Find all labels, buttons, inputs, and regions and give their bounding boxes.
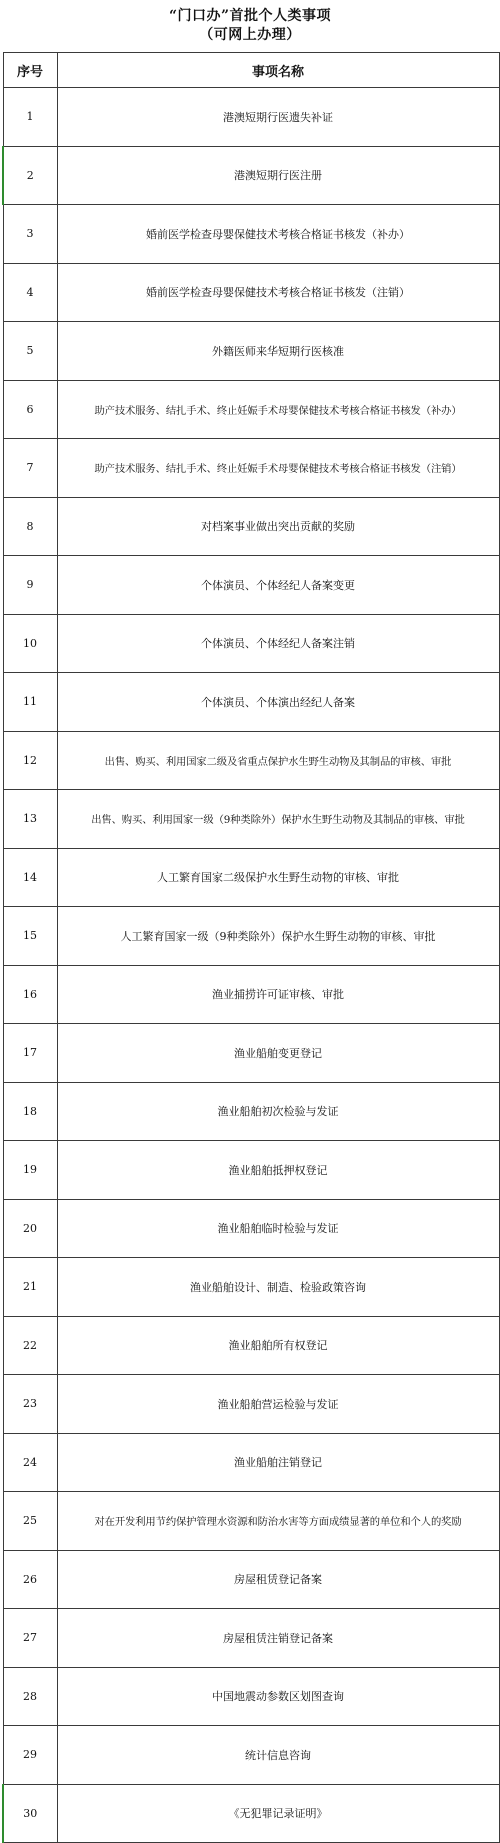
row-number: 23 bbox=[3, 1375, 57, 1434]
row-number: 16 bbox=[3, 965, 57, 1024]
row-name: 外籍医师来华短期行医核准 bbox=[57, 322, 499, 381]
row-number: 2 bbox=[3, 146, 57, 205]
row-name: 人工繁育国家一级（9种类除外）保护水生野生动物的审核、审批 bbox=[57, 907, 499, 966]
row-name: 渔业船舶初次检验与发证 bbox=[57, 1082, 499, 1141]
row-number: 30 bbox=[3, 1784, 57, 1843]
row-number: 9 bbox=[3, 556, 57, 615]
table-row bbox=[3, 1258, 499, 1317]
row-name: 《无犯罪记录证明》 bbox=[57, 1784, 499, 1843]
row-name: 个体演员、个体经纪人备案注销 bbox=[57, 614, 499, 673]
row-name: 助产技术服务、结扎手术、终止妊娠手术母婴保健技术考核合格证书核发（补办） bbox=[57, 380, 499, 439]
row-name: 助产技术服务、结扎手术、终止妊娠手术母婴保健技术考核合格证书核发（注销） bbox=[57, 439, 499, 498]
table-header-row bbox=[3, 53, 499, 88]
table-row bbox=[3, 380, 499, 439]
row-name: 渔业捕捞许可证审核、审批 bbox=[57, 965, 499, 1024]
row-number: 28 bbox=[3, 1667, 57, 1726]
row-name: 房屋租赁登记备案 bbox=[57, 1550, 499, 1609]
row-number: 18 bbox=[3, 1082, 57, 1141]
row-number: 8 bbox=[3, 497, 57, 556]
row-name: 渔业船舶变更登记 bbox=[57, 1024, 499, 1083]
row-number: 11 bbox=[3, 673, 57, 732]
row-name: 房屋租赁注销登记备案 bbox=[57, 1609, 499, 1668]
row-number: 20 bbox=[3, 1199, 57, 1258]
header-name: 事项名称 bbox=[57, 53, 499, 88]
table-row bbox=[3, 1375, 499, 1434]
row-name: 渔业船舶所有权登记 bbox=[57, 1316, 499, 1375]
row-number: 7 bbox=[3, 439, 57, 498]
row-name: 中国地震动参数区划图查询 bbox=[57, 1667, 499, 1726]
table-row bbox=[3, 965, 499, 1024]
row-number: 14 bbox=[3, 848, 57, 907]
row-name: 渔业船舶注销登记 bbox=[57, 1433, 499, 1492]
header-number: 序号 bbox=[3, 53, 57, 88]
row-name: 对档案事业做出突出贡献的奖励 bbox=[57, 497, 499, 556]
table-row bbox=[3, 731, 499, 790]
document-title bbox=[0, 0, 500, 52]
table-row bbox=[3, 263, 499, 322]
row-name: 渔业船舶临时检验与发证 bbox=[57, 1199, 499, 1258]
items-table bbox=[2, 52, 500, 1843]
table-row bbox=[3, 1726, 499, 1785]
table-row bbox=[3, 497, 499, 556]
table-row bbox=[3, 1550, 499, 1609]
table-row bbox=[3, 1609, 499, 1668]
table-row bbox=[3, 1784, 499, 1843]
table-row bbox=[3, 673, 499, 732]
row-name: 统计信息咨询 bbox=[57, 1726, 499, 1785]
row-number: 21 bbox=[3, 1258, 57, 1317]
row-name: 渔业船舶抵押权登记 bbox=[57, 1141, 499, 1200]
row-number: 10 bbox=[3, 614, 57, 673]
table-row bbox=[3, 614, 499, 673]
row-number: 1 bbox=[3, 88, 57, 147]
row-number: 27 bbox=[3, 1609, 57, 1668]
table-row bbox=[3, 1433, 499, 1492]
table-row bbox=[3, 790, 499, 849]
row-number: 22 bbox=[3, 1316, 57, 1375]
row-number: 13 bbox=[3, 790, 57, 849]
row-number: 26 bbox=[3, 1550, 57, 1609]
table-row bbox=[3, 1316, 499, 1375]
table-row bbox=[3, 907, 499, 966]
row-name: 出售、购买、利用国家一级（9种类除外）保护水生野生动物及其制品的审核、审批 bbox=[57, 790, 499, 849]
table-row bbox=[3, 205, 499, 264]
row-name: 婚前医学检查母婴保健技术考核合格证书核发（注销） bbox=[57, 263, 499, 322]
table-row bbox=[3, 1199, 499, 1258]
table-row bbox=[3, 88, 499, 147]
row-number: 12 bbox=[3, 731, 57, 790]
table-row bbox=[3, 322, 499, 381]
row-number: 29 bbox=[3, 1726, 57, 1785]
row-name: 人工繁育国家二级保护水生野生动物的审核、审批 bbox=[57, 848, 499, 907]
row-name: 出售、购买、利用国家二级及省重点保护水生野生动物及其制品的审核、审批 bbox=[57, 731, 499, 790]
row-name: 个体演员、个体演出经纪人备案 bbox=[57, 673, 499, 732]
title-line-1: “门口办”首批个人类事项 bbox=[168, 8, 332, 24]
row-number: 6 bbox=[3, 380, 57, 439]
row-number: 3 bbox=[3, 205, 57, 264]
row-number: 17 bbox=[3, 1024, 57, 1083]
table-row bbox=[3, 439, 499, 498]
row-number: 25 bbox=[3, 1492, 57, 1551]
row-name: 港澳短期行医遗失补证 bbox=[57, 88, 499, 147]
table-row bbox=[3, 1141, 499, 1200]
table-row bbox=[3, 1667, 499, 1726]
title-line-2: （可网上办理） bbox=[199, 27, 301, 43]
table-row bbox=[3, 1492, 499, 1551]
row-name: 对在开发利用节约保护管理水资源和防治水害等方面成绩显著的单位和个人的奖励 bbox=[57, 1492, 499, 1551]
row-name: 婚前医学检查母婴保健技术考核合格证书核发（补办） bbox=[57, 205, 499, 264]
row-number: 15 bbox=[3, 907, 57, 966]
table-row bbox=[3, 1024, 499, 1083]
row-name: 港澳短期行医注册 bbox=[57, 146, 499, 205]
row-number: 5 bbox=[3, 322, 57, 381]
table-row bbox=[3, 1082, 499, 1141]
row-number: 24 bbox=[3, 1433, 57, 1492]
table-row bbox=[3, 848, 499, 907]
row-name: 个体演员、个体经纪人备案变更 bbox=[57, 556, 499, 615]
table-row bbox=[3, 146, 499, 205]
table-row bbox=[3, 556, 499, 615]
row-name: 渔业船舶营运检验与发证 bbox=[57, 1375, 499, 1434]
row-name: 渔业船舶设计、制造、检验政策咨询 bbox=[57, 1258, 499, 1317]
row-number: 19 bbox=[3, 1141, 57, 1200]
row-number: 4 bbox=[3, 263, 57, 322]
